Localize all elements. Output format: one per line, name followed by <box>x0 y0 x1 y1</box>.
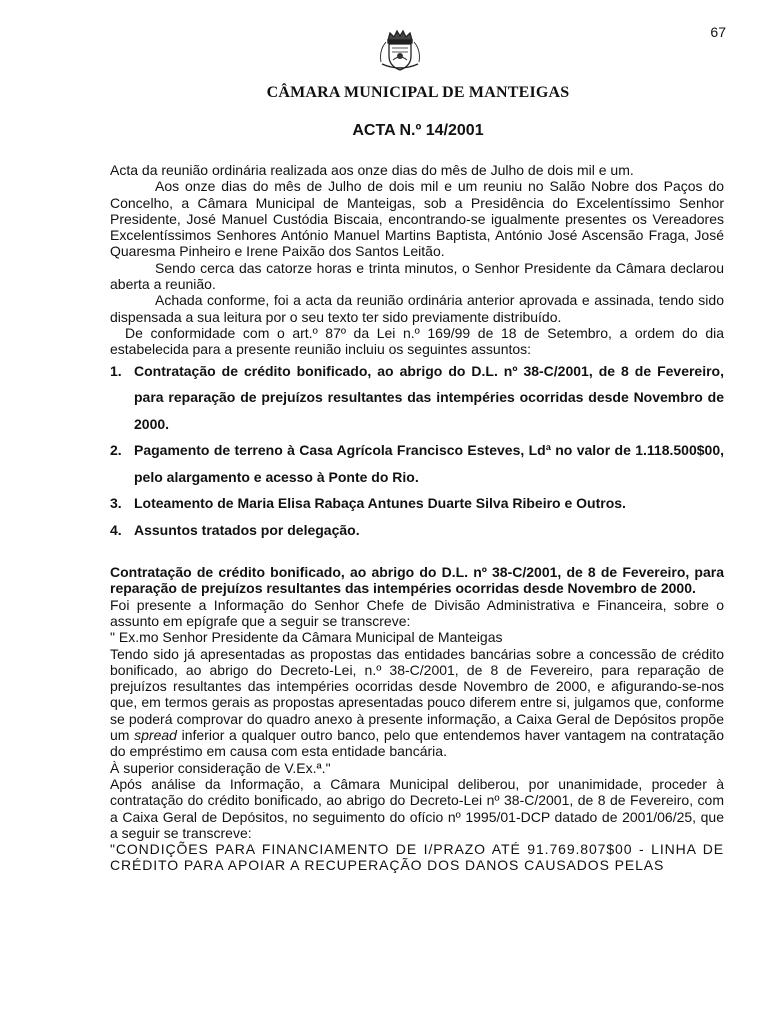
conditions-heading-line: "CONDIÇÕES PARA FINANCIAMENTO DE I/PRAZO ATÉ 91.769.807$00 - LINHA DE CRÉDITO PARA APOIAR A RECUPERAÇÃO DOS DANOS CAUSADOS PELAS <box>110 841 724 874</box>
agenda-item-number: 3. <box>110 495 122 512</box>
spread-term: spread <box>134 727 177 744</box>
agenda-item <box>110 358 724 438</box>
agenda-intro-paragraph: De conformidade com o art.º 87º da Lei n.º 169/99 de 18 de Setembro, a ordem do dia estabelecida para a presente reunião incluiu os seguintes assuntos: <box>110 324 724 358</box>
agenda-item-number: 4. <box>110 521 122 538</box>
agenda-item-text: Assuntos tratados por delegação. <box>134 521 360 538</box>
agenda-item <box>110 490 724 517</box>
consideration-line: À superior consideração de V.Ex.ª." <box>110 759 331 776</box>
agenda-item <box>110 437 724 490</box>
agenda-item-text: Pagamento de terreno à Casa Agrícola Francisco Esteves, Ldª no valor de 1.118.500$00, pelo alargamento e acesso à Ponte do Rio. <box>134 442 724 485</box>
attendance-paragraph: Aos onze dias do mês de Julho de dois mil e um reuniu no Salão Nobre dos Paços do Concelho, a Câmara Municipal de Manteigas, sob a Presidência do Excelentíssimo Senhor Presidente, José Manuel Custódia Biscaia, encontrando-se igualmente presentes os Vereadores Excelentíssimos Senhores António Manuel Martins Baptista, António José Ascensão Fraga, José Quaresma Pinheiro e Irene Paixão dos Santos Leitão. <box>110 178 724 260</box>
agenda-item-text: Loteamento de Maria Elisa Rabaça Antunes Duarte Silva Ribeiro e Outros. <box>134 495 626 512</box>
opening-paragraph: Acta da reunião ordinária realizada aos onze dias do mês de Julho de dois mil e um. <box>110 162 634 178</box>
municipal-crest-icon <box>376 26 424 74</box>
page-number: 67 <box>710 24 726 40</box>
council-name: CÂMARA MUNICIPAL DE MANTEIGAS <box>266 84 570 101</box>
salutation-line: " Ex.mo Senhor Presidente da Câmara Municipal de Manteigas <box>110 629 503 646</box>
information-body-paragraph: Tendo sido já apresentadas as propostas das entidades bancárias sobre a concessão de crédito bonificado, ao abrigo do Decreto-Lei, n.º 38-C/2001, de 8 de Fevereiro, para reparação de prejuízos resultantes das intempéries ocorridas desde Novembro de 2000, e afigurando-se-nos que, em termos gerais as propostas apresentadas pouco diferem entre si, julgamos que, conforme se poderá comprovar do quadro anexo à presente informação, a Caixa Geral de Depósitos propõe um spread inferior a qualquer outro banco, pelo que entendemos haver vantagem na contratação do empréstimo em causa com esta entidade bancária. <box>110 645 725 760</box>
information-intro-paragraph: Foi presente a Informação do Senhor Chefe de Divisão Administrativa e Financeira, sobre o assunto em epígrafe que a seguir se transcreve: <box>110 596 724 629</box>
document-body <box>110 162 724 874</box>
agenda-list <box>110 358 724 544</box>
deliberation-paragraph: Após análise da Informação, a Câmara Municipal deliberou, por unanimidade, proceder à contratação do crédito bonificado, ao abrigo do Decreto-Lei nº 38-C/2001, de 8 de Fevereiro, com a Caixa Geral de Depósitos, no seguimento do ofício nº 1995/01-DCP datado de 2001/06/25, que a seguir se transcreve: <box>110 775 724 841</box>
agenda-item-text: Contratação de crédito bonificado, ao abrigo do D.L. nº 38-C/2001, de 8 de Fevereiro, para reparação de prejuízos resultantes das intempéries ocorridas desde Novembro de 2000. <box>134 362 724 432</box>
agenda-item-number: 1. <box>110 362 122 379</box>
agenda-item-number: 2. <box>110 442 122 459</box>
agenda-item <box>110 517 724 544</box>
section-heading: Contratação de crédito bonificado, ao abrigo do D.L. nº 38-C/2001, de 8 de Fevereiro, para reparação de prejuízos resultantes das intempéries ocorridas desde Novembro de 2000. <box>110 564 724 597</box>
previous-minutes-paragraph: Achada conforme, foi a acta da reunião ordinária anterior aprovada e assinada, tendo sido dispensada a sua leitura por o seu texto ter sido previamente distribuído. <box>110 292 724 325</box>
opening-time-paragraph: Sendo cerca das catorze horas e trinta minutos, o Senhor Presidente da Câmara declarou aberta a reunião. <box>110 259 724 293</box>
acta-title: ACTA N.º 14/2001 <box>352 122 484 139</box>
